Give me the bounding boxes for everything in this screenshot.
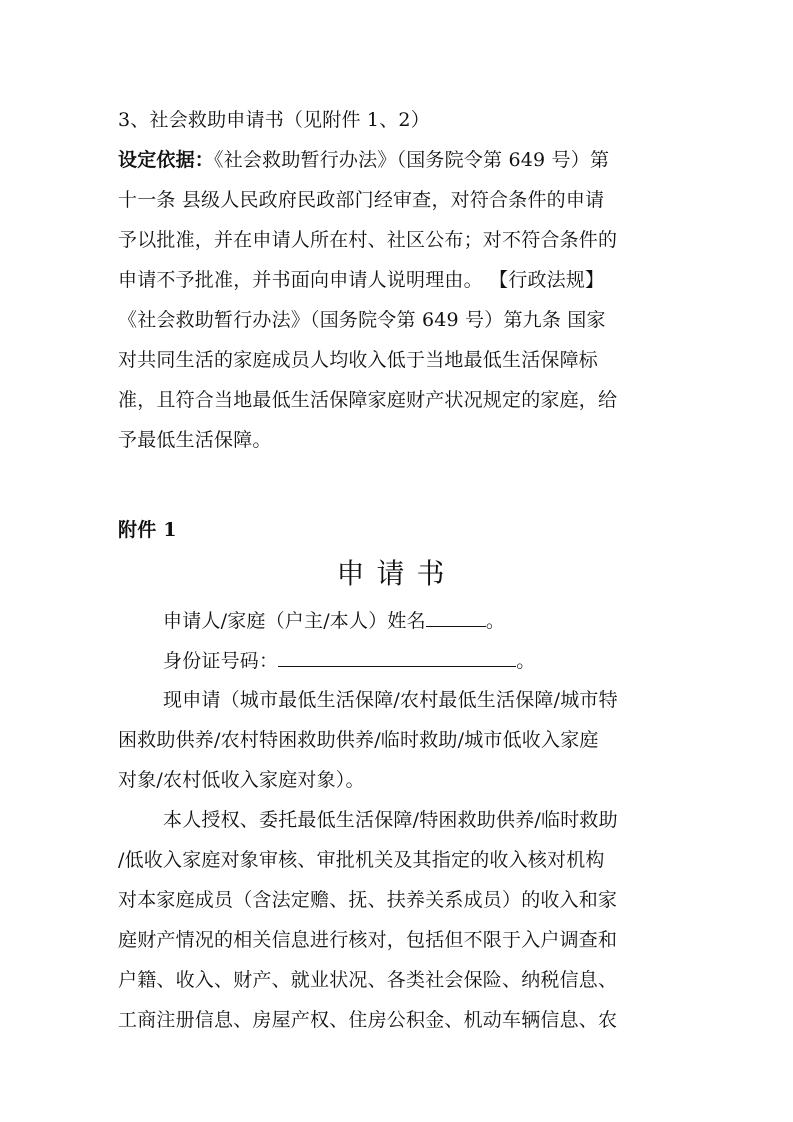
auth-line-6: 工商注册信息、房屋产权、住房公积金、机动车辆信息、农	[118, 1009, 618, 1031]
auth-line-5: 户籍、收入、财产、就业状况、各类社会保险、纳税信息、	[118, 969, 618, 991]
basis-line-2: 十一条 县级人民政府民政部门经审查，对符合条件的申请	[118, 189, 605, 211]
basis-line-1	[118, 148, 609, 172]
applicant-name-end: 。	[485, 610, 506, 632]
basis-line-8: 予最低生活保障。	[118, 429, 272, 451]
auth-line-4: 庭财产情况的相关信息进行核对，包括但不限于入户调查和	[118, 929, 618, 951]
basis-line-6: 对共同生活的家庭成员人均收入低于当地最低生活保障标	[118, 349, 599, 371]
apply-line-2: 困救助供养/农村特困救助供养/临时救助/城市低收入家庭	[118, 729, 599, 751]
application-title: 申请书	[336, 557, 457, 590]
apply-line-1: 现申请（城市最低生活保障/农村最低生活保障/城市特	[163, 689, 618, 711]
auth-line-3: 对本家庭成员（含法定赡、抚、扶养关系成员）的收入和家	[118, 889, 618, 911]
auth-line-2: /低收入家庭对象审核、审批机关及其指定的收入核对机构	[118, 849, 605, 871]
applicant-name-label: 申请人/家庭（户主/本人）姓名	[163, 610, 426, 632]
basis-line-7: 准，且符合当地最低生活保障家庭财产状况规定的家庭，给	[118, 389, 618, 411]
id-number-label: 身份证号码：	[163, 650, 279, 672]
basis-line-4: 申请不予批准，并书面向申请人说明理由。 【行政法规】	[118, 269, 605, 291]
auth-line-1: 本人授权、委托最低生活保障/特困救助供养/临时救助	[163, 809, 618, 831]
basis-label: 设定依据：	[118, 149, 215, 171]
id-number-line	[163, 648, 535, 673]
id-number-blank[interactable]	[278, 648, 516, 667]
section-3-heading: 3、社会救助申请书（见附件 1、2）	[118, 109, 430, 131]
basis-line-5: 《社会救助暂行办法》（国务院令第 649 号）第九条 国家	[118, 309, 606, 331]
basis-line-3: 予以批准，并在申请人所在村、社区公布；对不符合条件的	[118, 229, 618, 251]
id-number-end: 。	[516, 650, 536, 672]
applicant-name-line	[163, 608, 505, 633]
basis-text-1: 《社会救助暂行办法》（国务院令第 649 号）第	[214, 149, 610, 171]
apply-line-3: 对象/农村低收入家庭对象）。	[118, 769, 365, 791]
applicant-name-blank[interactable]	[426, 608, 486, 627]
attachment-label: 附件 1	[118, 519, 177, 541]
